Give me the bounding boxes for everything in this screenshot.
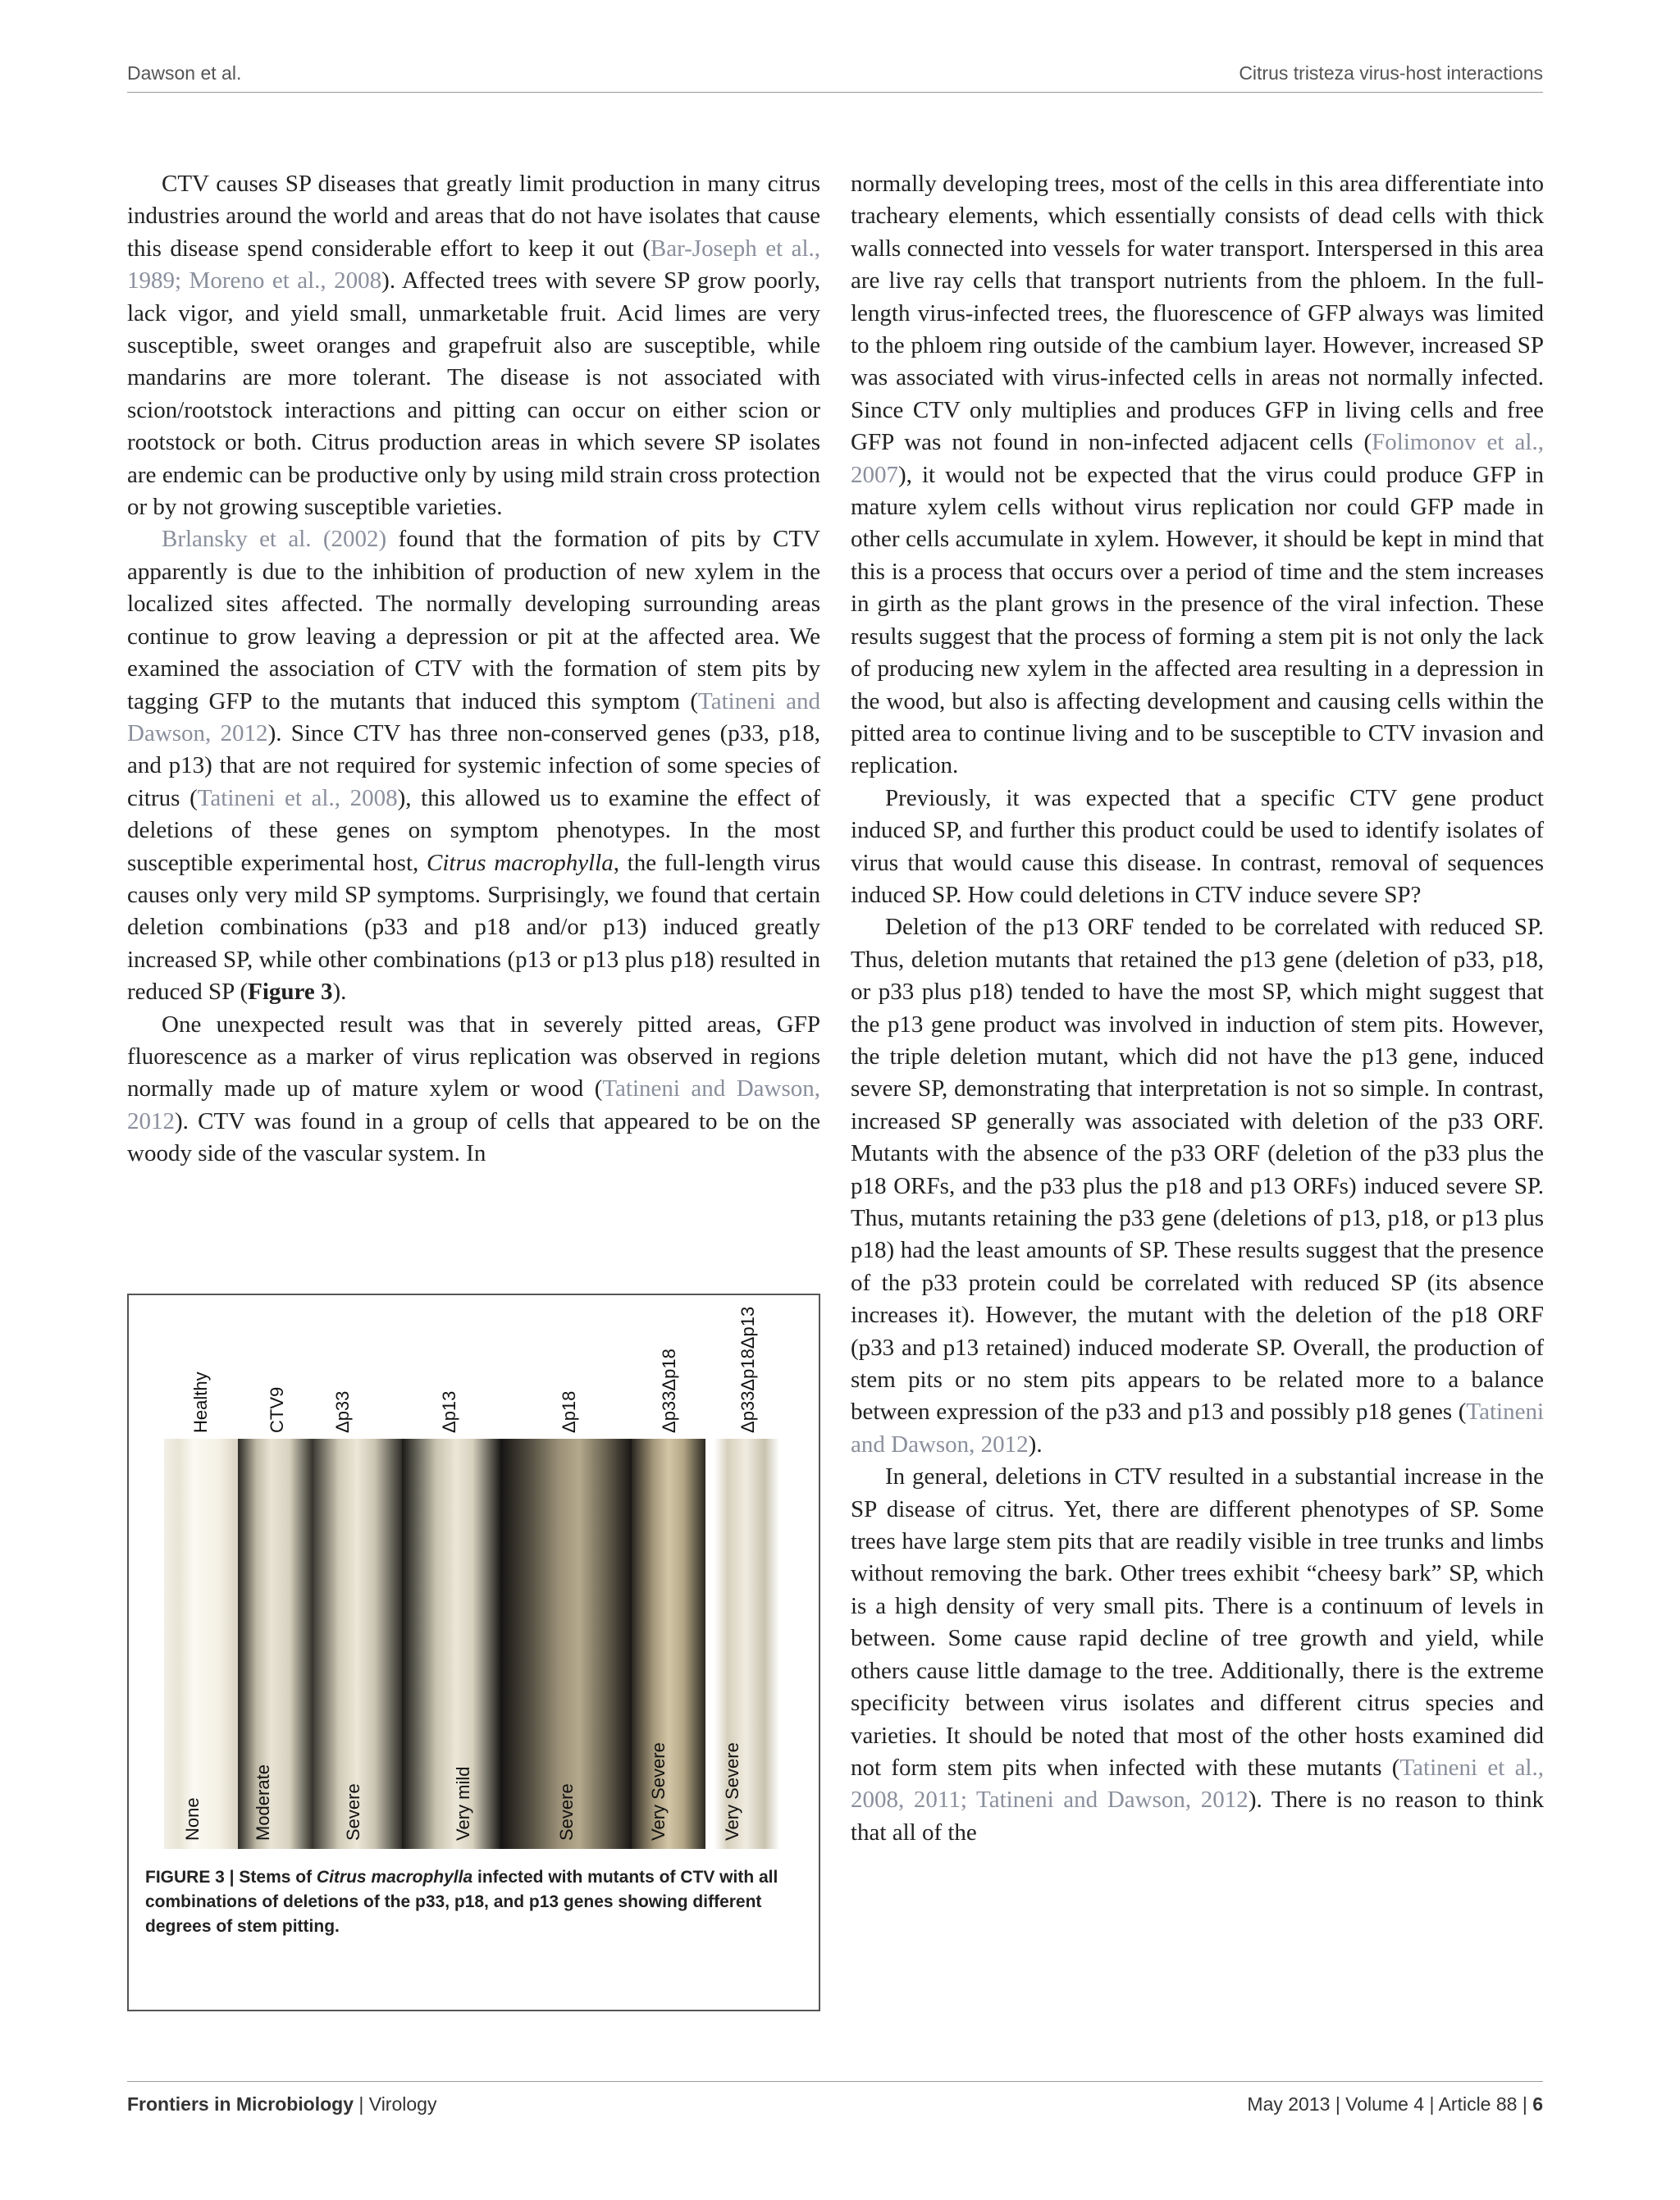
mutant-label: CTV9: [267, 1386, 287, 1433]
paragraph: Deletion of the p13 ORF tended to be correlated with reduced SP. Thus, deletion mutants that retained the p13 gene (deletion of p33, p18, or p33 plus p18) tended to have the most SP, which might suggest that the p13 gene product was involved in induction of stem pits. However, the triple deletion mutant, which did not have the p13 gene, induced severe SP, demonstrating that interpretation is not so simple. In contrast, increased SP generally was associated with deletion of the p33 ORF. Mutants with the absence of the p33 ORF (deletion of the p33 plus the p18 ORFs, and the p33 plus the p18 and p13 ORFs) induced severe SP. Thus, mutants retaining the p33 gene (deletions of p13, p18, or p13 plus p18) had the least amounts of SP. These results suggest that the presence of the p33 protein could be correlated with reduced SP (its absence increases it). However, the mutant with the deletion of the p18 ORF (p33 and p13 retained) induced moderate SP. Overall, the production of stem pits or no stem pits appears to be related more to a balance between expression of the p33 and p13 and possibly p18 genes (Tatineni and Dawson, 2012).: [851, 914, 1544, 1458]
header-rule: [127, 92, 1543, 93]
citation-link[interactable]: Tatineni et al., 2008, 2011; Tatineni and Dawson, 2012: [851, 1754, 1544, 1814]
page-number: 6: [1532, 2093, 1543, 2115]
footer-rule: [127, 2081, 1543, 2082]
journal-name[interactable]: Frontiers in Microbiology: [127, 2093, 354, 2115]
mutant-label: Δp33: [332, 1390, 353, 1433]
figure-caption: FIGURE 3 | Stems of Citrus macrophylla infected with mutants of CTV with all combinations of deletions of the p33, p18, and p13 genes showing different degrees of stem pitting.: [145, 1868, 778, 1936]
severity-label: None: [182, 1797, 203, 1841]
mutant-label: Δp33Δp18: [659, 1349, 679, 1433]
paragraph: normally developing trees, most of the cells in this area differentiate into tracheary elements, which essentially consists of dead cells with thick walls connected into vessels for water transport. Interspersed in this area are live ray cells that transport nutrients from the phloem. In the full-length virus-infected trees, the fluorescence of GFP always was limited to the phloem ring outside of the cambium layer. However, increased SP was associated with virus-infected cells in areas not normally infected. Since CTV only multiplies and produces GFP in living cells and free GFP was not found in non-infected adjacent cells (Folimonov et al., 2007), it would not be expected that the virus could produce GFP in mature xylem cells without virus replication nor could GFP made in other cells accumulate in xylem. However, it should be kept in mind that this is a process that occurs over a period of time and the stem increases in girth as the plant grows in the presence of the viral infection. These results suggest that the process of forming a stem pit is not only the lack of producing new xylem in the affected area resulting in a depression in the wood, but also is affecting development and causing cells within the pitted area to continue living and to be susceptible to CTV invasion and replication.: [851, 171, 1544, 779]
stem-healthy: [164, 1439, 238, 1849]
header-running-title: Citrus tristeza virus-host interactions: [1239, 62, 1543, 84]
footer-journal: Frontiers in Microbiology | Virology: [127, 2093, 437, 2115]
citation-link[interactable]: Tatineni and Dawson, 2012: [127, 1075, 820, 1134]
mutant-label: Healthy: [190, 1372, 211, 1433]
severity-label: Moderate: [253, 1764, 273, 1841]
header-authors: Dawson et al.: [127, 62, 242, 84]
severity-label: Very mild: [453, 1766, 473, 1841]
citation-link[interactable]: Tatineni and Dawson, 2012: [851, 1399, 1544, 1458]
citation-link[interactable]: Bar-Joseph et al., 1989; Moreno et al., 2008: [127, 235, 820, 294]
running-header: [0, 0, 1680, 94]
figure-3: [127, 1294, 820, 2011]
mutant-label: Δp13: [439, 1390, 459, 1433]
left-column: [127, 168, 820, 1171]
paragraph: Previously, it was expected that a specific CTV gene product induced SP, and further this product could be used to identify isolates of virus that would cause this disease. In contrast, removal of sequences induced SP. How could deletions in CTV induce severe SP?: [851, 784, 1544, 908]
citation-link[interactable]: Tatineni et al., 2008: [197, 784, 398, 811]
severity-label: Very Severe: [722, 1742, 742, 1841]
species-name: Citrus macrophylla: [316, 1868, 473, 1887]
severity-label: Very Severe: [648, 1742, 669, 1841]
figure-reference[interactable]: Figure 3: [248, 979, 333, 1006]
paragraph: In general, deletions in CTV resulted in a substantial increase in the SP disease of citrus. Yet, there are different phenotypes of SP. Some trees have large stem pits that are readily visible in tree trunks and limbs without removing the bark. Other trees exhibit “cheesy bark” SP, which is a high density of very small pits. There is a continuum of levels in between. Some cause rapid decline of tree growth and yield, while others cause little damage to the tree. Additionally, there is the extreme specificity between virus isolates and different citrus species and varieties. It should be noted that most of the other hosts examined did not form stem pits when infected with these mutants (Tatineni et al., 2008, 2011; Tatineni and Dawson, 2012). There is no reason to think that all of the: [851, 1463, 1544, 1846]
paragraph: CTV causes SP diseases that greatly limit production in many citrus industries around the world and areas that do not have isolates that cause this disease spend considerable effort to keep it out (Bar-Joseph et al., 1989; Moreno et al., 2008). Affected trees with severe SP grow poorly, lack vigor, and yield small, unmarketable fruit. Acid limes are very susceptible, sweet oranges and grapefruit also are susceptible, while mandarins are more tolerant. The disease is not associated with scion/rootstock interactions and pitting can occur on either scion or rootstock or both. Citrus production areas in which severe SP isolates are endemic can be productive only by using mild strain cross protection or by not growing susceptible varieties.: [127, 171, 820, 521]
right-column: [851, 168, 1544, 1849]
footer-issue: May 2013 | Volume 4 | Article 88 | 6: [1247, 2093, 1543, 2115]
paragraph: One unexpected result was that in severely pitted areas, GFP fluorescence as a marker of virus replication was observed in regions normally made up of mature xylem or wood (Tatineni and Dawson, 2012). CTV was found in a group of cells that appeared to be on the woody side of the vascular system. In: [127, 1011, 820, 1167]
citation-link[interactable]: Folimonov et al., 2007: [851, 429, 1544, 488]
severity-label: Severe: [343, 1783, 363, 1841]
stem-dp13: [402, 1439, 500, 1849]
stem-photograph: [164, 1439, 779, 1849]
severity-label: Severe: [556, 1783, 577, 1841]
paragraph: Brlansky et al. (2002) found that the formation of pits by CTV apparently is due to the inhibition of production of new xylem in the localized sites affected. The normally developing surrounding areas continue to grow leaving a depression or pit at the affected area. We examined the association of CTV with the formation of stem pits by tagging GFP to the mutants that induced this symptom (Tatineni and Dawson, 2012). Since CTV has three non-conserved genes (p33, p18, and p13) that are not required for systemic infection of some species of citrus (Tatineni et al., 2008), this allowed us to examine the effect of deletions of these genes on symptom phenotypes. In the most susceptible experimental host, Citrus macrophylla, the full-length virus causes only very mild SP symptoms. Surprisingly, we found that certain deletion combinations (p33 and p18 and/or p13) induced greatly increased SP, while other combinations (p13 or p13 plus p18) resulted in reduced SP (Figure 3).: [127, 526, 821, 1006]
mutant-label: Δp33Δp18Δp13: [737, 1306, 758, 1433]
mutant-label: Δp18: [559, 1390, 579, 1433]
citation-link[interactable]: Brlansky et al. (2002): [162, 526, 387, 553]
citation-link[interactable]: Tatineni and Dawson, 2012: [127, 687, 820, 746]
stem-ctv9: [238, 1439, 312, 1849]
species-name: Citrus macrophylla: [426, 849, 614, 876]
